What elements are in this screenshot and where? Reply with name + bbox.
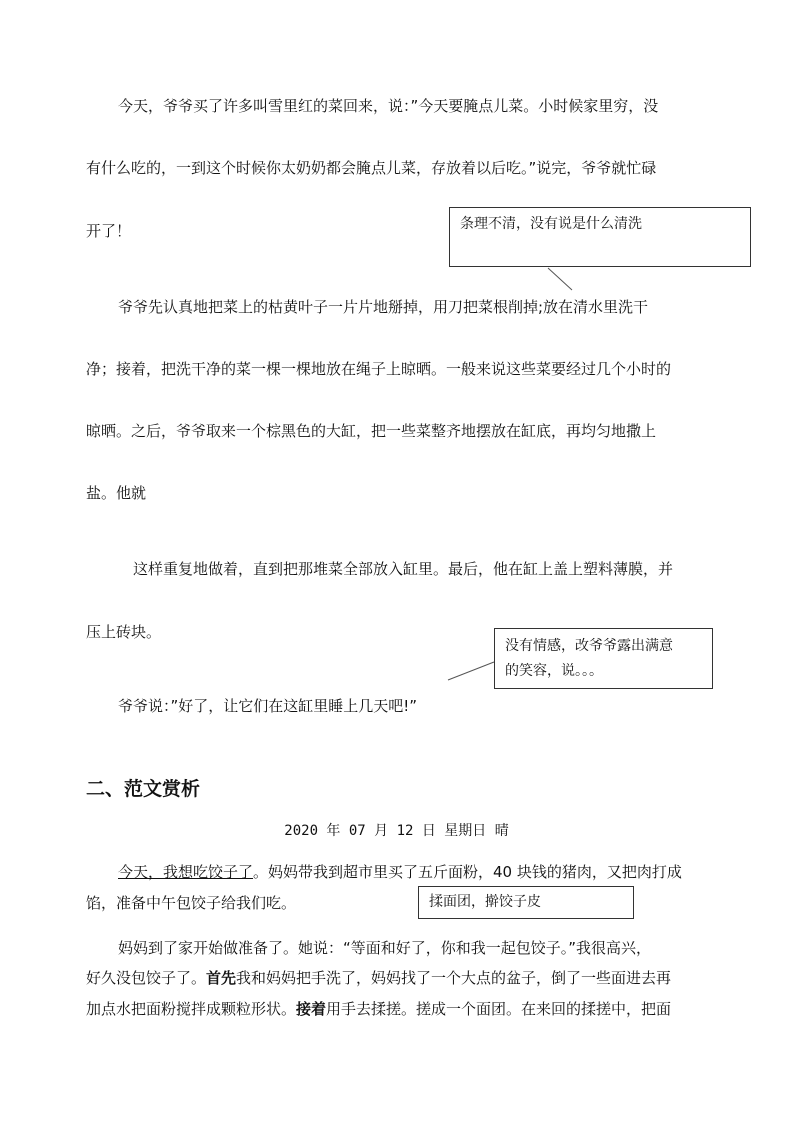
story-paragraph-3-line-1: 这样重复地做着，直到把那堆菜全部放入缸里。最后，他在缸上盖上塑料薄膜，并 — [133, 560, 674, 578]
section-heading: 二、范文赏析 — [86, 778, 201, 800]
story-paragraph-3-line-2: 压上砖块。 — [86, 623, 162, 641]
story-paragraph-1-line-3: 开了！ — [86, 222, 132, 240]
comment-2-connector — [448, 662, 494, 680]
story-paragraph-2-line-4: 盐。他就 — [86, 484, 147, 502]
comment-1-text: 条理不清，没有说是什么清洗 — [460, 216, 642, 232]
model-paragraph-2-line-2-a: 好久没包饺子了。 — [86, 969, 207, 987]
model-paragraph-2-line-2 — [86, 968, 716, 988]
comment-box-2 — [494, 628, 713, 689]
story-paragraph-1-line-1: 今天，爷爷买了许多叫雪里红的菜回来，说：”今天要腌点儿菜。小时候家里穷，没 — [118, 97, 659, 115]
story-paragraph-2-line-3: 晾晒。之后，爷爷取来一个棕黑色的大缸，把一些菜整齐地摆放在缸底，再均匀地撒上 — [86, 422, 657, 440]
comment-2-line-1: 没有情感，改爷爷露出满意 — [505, 638, 673, 654]
bold-word-jiezhe: 接着 — [296, 1000, 327, 1018]
story-paragraph-2-line-2: 净；接着，把洗干净的菜一棵一棵地放在绳子上晾晒。一般来说这些菜要经过几个小时的 — [86, 360, 672, 378]
underlined-topic-sentence: 今天，我想吃饺子了 — [118, 863, 254, 881]
model-paragraph-2-line-3 — [86, 999, 716, 1019]
model-paragraph-2-line-3-a: 加点水把面粉搅拌成颗粒形状。 — [86, 1000, 297, 1018]
model-paragraph-2-line-3-b: 用手去揉搓。搓成一个面团。在来回的揉搓中，把面 — [326, 1000, 672, 1018]
bold-word-shouxian: 首先 — [206, 969, 237, 987]
diary-date: 2020 年 07 月 12 日 星期日 晴 — [284, 823, 509, 839]
story-paragraph-2-line-1: 爷爷先认真地把菜上的枯黄叶子一片片地掰掉，用刀把菜根削掉;放在清水里洗干 — [118, 298, 649, 316]
model-paragraph-1-line-2: 馅，准备中午包饺子给我们吃。 — [86, 894, 297, 912]
story-paragraph-1-line-2: 有什么吃的，一到这个时候你太奶奶都会腌点儿菜，存放着以后吃。”说完，爷爷就忙碌 — [86, 159, 657, 177]
comment-2-line-2: 的笑容，说。。。 — [505, 663, 603, 679]
model-paragraph-2-line-1: 妈妈到了家开始做准备了。她说：“等面和好了，你和我一起包饺子。”我很高兴， — [118, 939, 652, 957]
model-paragraph-1-line-1-rest: 。妈妈带我到超市里买了五斤面粉，40 块钱的猪肉，又把肉打成 — [253, 863, 682, 881]
comment-box-3 — [418, 886, 634, 919]
model-paragraph-1-line-1 — [118, 862, 748, 882]
comment-1-connector — [548, 268, 572, 290]
comment-3-text: 揉面团，擀饺子皮 — [429, 894, 541, 910]
model-paragraph-2-line-2-b: 我和妈妈把手洗了，妈妈找了一个大点的盆子，倒了一些面进去再 — [236, 969, 672, 987]
story-paragraph-4: 爷爷说：”好了，让它们在这缸里睡上几天吧!” — [118, 697, 418, 715]
comment-box-1 — [449, 207, 751, 267]
